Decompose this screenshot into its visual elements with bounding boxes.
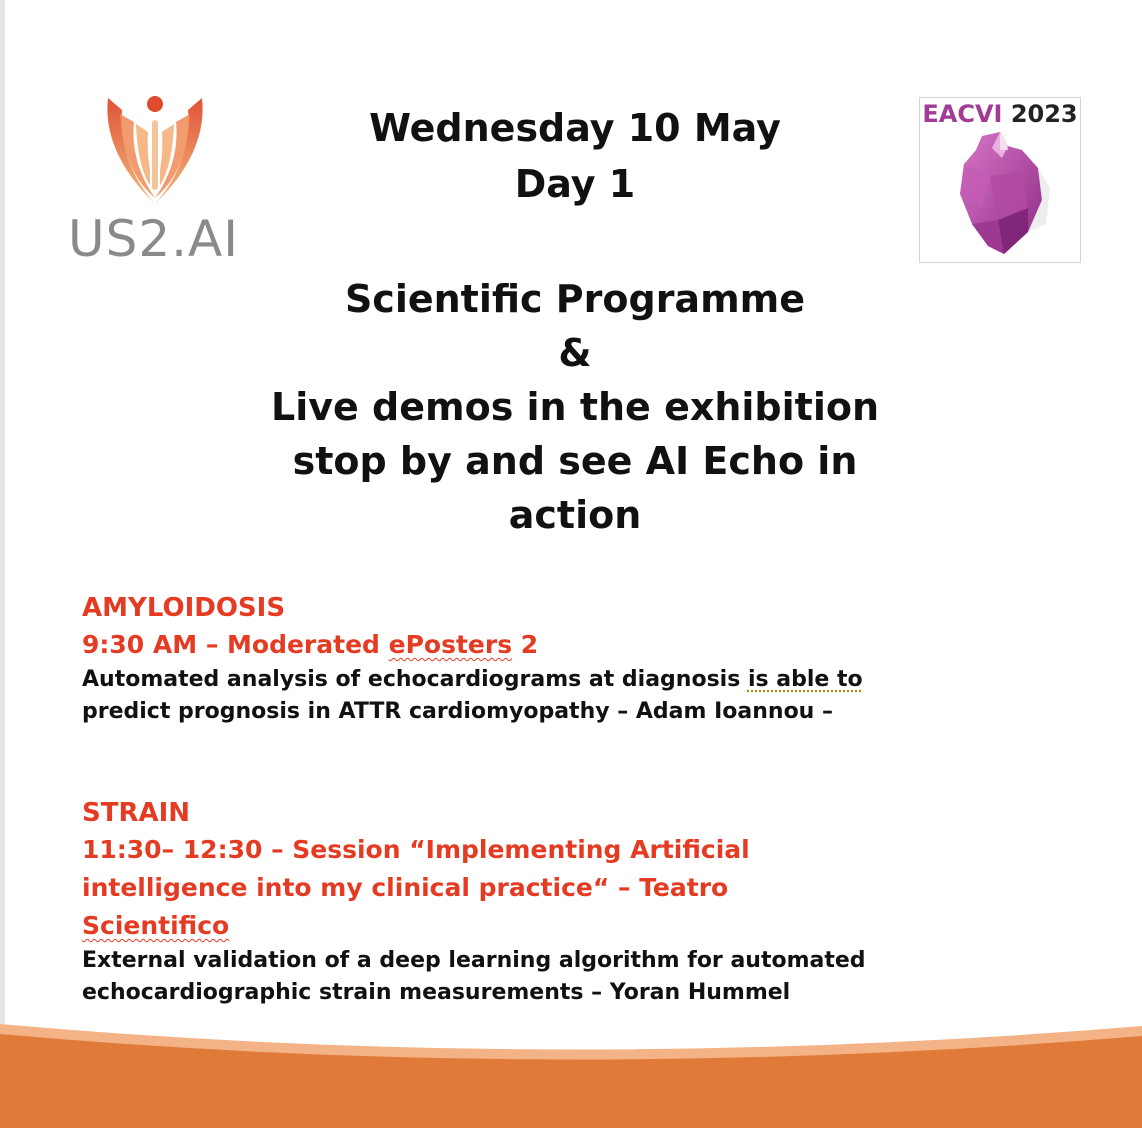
session-time-line-1: 11:30– 12:30 – Session “Implementing Artificial [82, 835, 750, 864]
subtitle-line-3: Live demos in the exhibition [271, 385, 879, 429]
session-time: 9:30 AM – Moderated ePosters 2 [82, 630, 539, 659]
subtitle-line-2: & [558, 331, 592, 375]
title-day: Day 1 [514, 162, 636, 206]
subtitle-line-1: Scientific Programme [344, 277, 806, 321]
session-description-line-1: External validation of a deep learning algorithm for automated [82, 948, 866, 973]
session-category: STRAIN [82, 798, 191, 828]
footer-swoosh [0, 1010, 1142, 1128]
title-date: Wednesday 10 May [369, 106, 781, 150]
eacvi-logo-label: EACVI 2023 [922, 100, 1078, 128]
session-time-line-3: Scientifico [82, 911, 230, 940]
session-time-line-2: intelligence into my clinical practice“ – Teatro [82, 873, 729, 902]
us2ai-logo-text: US2.AI [68, 210, 239, 268]
page-edge [0, 0, 5, 1128]
subtitle-line-5: action [508, 493, 642, 537]
session-strain [82, 795, 1082, 1009]
session-amyloidosis [82, 590, 1082, 728]
programme-subtitle [160, 272, 990, 542]
session-description-line-2: echocardiographic strain measurements – Yoran Hummel [82, 980, 791, 1005]
page-title [160, 100, 990, 212]
subtitle-line-4: stop by and see AI Echo in [292, 439, 858, 483]
session-category: AMYLOIDOSIS [82, 593, 286, 623]
session-description: Automated analysis of echocardiograms at diagnosis is able to predict prognosis in ATTR cardiomyopathy – Adam Ioannou – [82, 667, 863, 724]
